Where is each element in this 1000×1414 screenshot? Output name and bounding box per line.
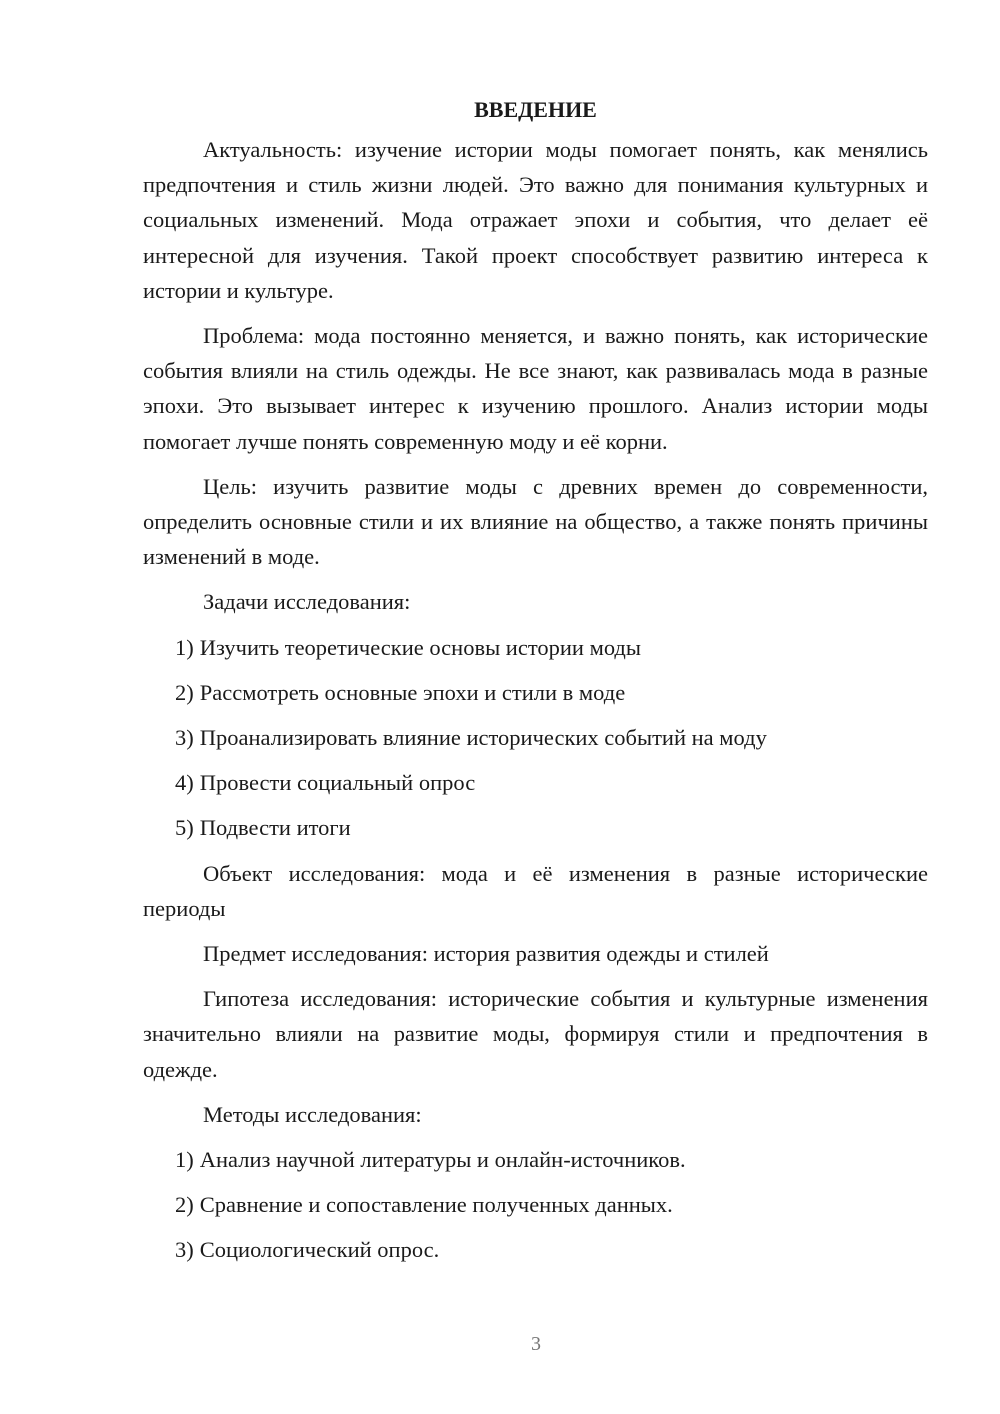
list-item [143, 1187, 928, 1222]
list-item-number: 5) [175, 815, 194, 841]
list-item-text: Изучить теоретические основы истории моды [199, 634, 641, 660]
list-item-text: Социологический опрос. [199, 1237, 440, 1263]
list-item [143, 1142, 928, 1177]
list-item [143, 630, 928, 665]
list-item [143, 720, 928, 755]
list-item-number: 1) [175, 1147, 194, 1173]
relevance-paragraph: Актуальность: изучение истории моды помогает понять, как менялись предпочтения и стиль жизни людей. Это важно для понимания культурных и социальных изменений. Мода отражает эпохи и события, что делает её интересной для изучения. Такой проект способствует развитию интереса к истории и культуре. [143, 137, 928, 303]
goal-paragraph: Цель: изучить развитие моды с древних времен до современности, определить основные стили и их влияние на общество, а также понять причины изменений в моде. [143, 473, 928, 570]
list-item [143, 810, 928, 845]
list-item-number: 2) [175, 679, 194, 705]
methods-heading: Методы исследования: [203, 1101, 422, 1127]
object-paragraph: Объект исследования: мода и её изменения в разные исторические периоды [143, 860, 928, 921]
list-item-text: Анализ научной литературы и онлайн-источников. [199, 1147, 686, 1173]
problem-paragraph: Проблема: мода постоянно меняется, и важно понять, как исторические события влияли на стиль одежды. Не все знают, как развивалась мода в разные эпохи. Это вызывает интерес к изучению прошлого. Анализ истории моды помогает лучше понять современную моду и её корни. [143, 323, 928, 454]
list-item-text: Рассмотреть основные эпохи и стили в моде [199, 679, 626, 705]
document-page [143, 92, 928, 1278]
tasks-list [143, 630, 928, 846]
list-item-text: Сравнение и сопоставление полученных данных. [199, 1192, 673, 1218]
list-item [143, 675, 928, 710]
list-item-text: Проанализировать влияние исторических событий на моду [199, 725, 767, 751]
list-item [143, 1232, 928, 1267]
list-item-text: Подвести итоги [199, 815, 351, 841]
list-item-text: Провести социальный опрос [199, 770, 476, 796]
list-item-number: 2) [175, 1192, 194, 1218]
page-title: ВВЕДЕНИЕ [474, 97, 597, 122]
list-item-number: 1) [175, 634, 194, 660]
list-item [143, 765, 928, 800]
list-item-number: 3) [175, 725, 194, 751]
page-number: 3 [531, 1333, 541, 1355]
list-item-number: 4) [175, 770, 194, 796]
tasks-heading: Задачи исследования: [203, 589, 411, 615]
hypothesis-paragraph: Гипотеза исследования: исторические события и культурные изменения значительно влияли на развитие моды, формируя стили и предпочтения в одежде. [143, 986, 928, 1082]
methods-list [143, 1142, 928, 1268]
list-item-number: 3) [175, 1237, 194, 1263]
subject-paragraph: Предмет исследования: история развития одежды и стилей [203, 941, 769, 967]
